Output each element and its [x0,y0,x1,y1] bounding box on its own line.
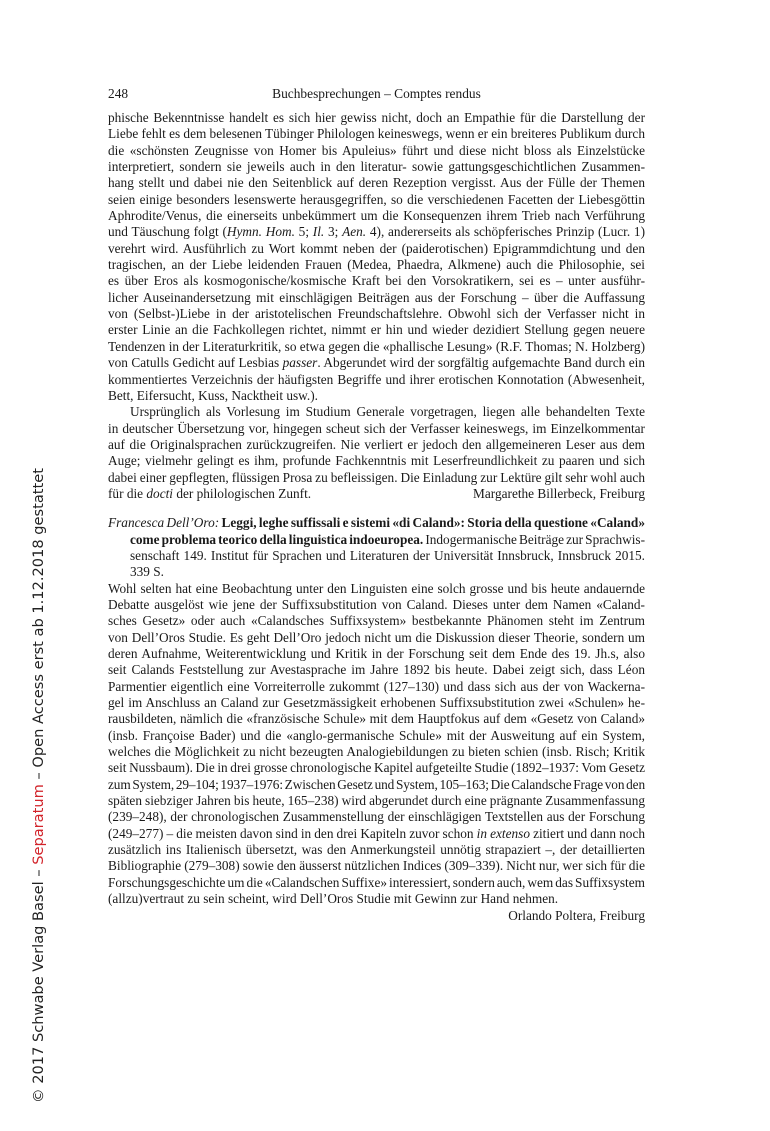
line-text [108,777,645,792]
text-line [108,744,645,760]
text-line [108,760,645,776]
review-billerbeck [108,110,645,502]
text-segment: Wohl selten hat eine Beobachtung unter den Linguisten eine solch grosse und bis heute andauernde [108,580,645,596]
text-line [108,630,645,646]
italic-text: Francesca Dell’Oro: [108,515,220,531]
text-segment: phische Bekenntnisse handelt es sich hier gewiss nicht, doch an Empathie für die Darstellung der [108,110,645,125]
line-text [108,826,645,841]
text-segment: rausbildeten, nämlich die «französische Schule» mit dem Hauptfokus auf dem «Gesetz von Caland» [108,711,645,727]
text-line [108,339,645,355]
text-segment: hang stellt und dabei nie den Seitenblick auf deren Rezeption vergisst. Aus der Fülle der Themen [108,175,645,191]
text-line [108,159,645,175]
text-line [108,437,645,453]
line-text [108,192,645,207]
text-segment: tragischen, an der Liebe leidenden Frauen (Medea, Phaedra, Alkmene) auch die Philosophie, sei [108,257,645,273]
text-segment: 5; [294,224,313,240]
text-segment: von (Selbst-)Liebe in der aristotelischen Freundschaftslehre. Obwohl sich der Verfasser nicht in [108,306,645,322]
line-text [108,515,645,530]
text-column [108,110,645,924]
line-text [108,875,645,890]
text-segment: von Catulls Gedicht auf Lesbias [108,355,283,371]
line-text [108,470,645,485]
text-line [108,486,645,502]
line-text [108,290,645,305]
text-segment: und Täuschung folgt ( [108,224,227,240]
text-segment: erster Linie an die Fachkollegen richtet, nimmt er hin und wieder dezidiert Stellung gegen neuere [108,322,645,338]
bibliographic-citation [108,515,645,580]
line-text [108,110,645,125]
text-line [108,646,645,662]
italic-text: passer [282,355,318,371]
text-segment: Bett, Eifersucht, Kuss, Nacktheit usw.). [108,387,318,403]
text-segment: die «schönsten Zeugnisse von Homer bis Apuleius» führt und diese nicht bloss als Einzelstücke [108,142,645,158]
copyright-notice [30,468,47,1103]
text-line [108,273,645,289]
copyright-suffix: – Open Access erst ab 1.12.2018 gestattet [30,468,47,785]
line-text [108,662,645,677]
text-segment: dabei einer gepflegten, flüssigen Prosa zu befleissigen. Die Einladung zur Lektüre gilt sehr wohl auch [108,469,645,485]
text-segment: Tendenzen in der Literaturkritik, so etwa gegen die «phallische Lesung» (R.F. Thomas; N. Holzberg) [108,338,645,354]
line-text [108,241,645,256]
line-text [108,842,645,857]
text-segment: verehrt wird. Ausführlich zu Wort kommt neben der (paiderotischen) Epigrammdichtung und den [108,240,645,256]
line-text [108,372,645,387]
line-text [108,891,558,906]
text-segment: seit Nussbaum). Die in drei grosse chronologische Kapitel aufgeteilte Studie (1892–1937: Vom Gesetz [108,760,645,776]
line-text [108,793,645,808]
text-segment: späten siebziger Jahren bis heute, 165–238) wird abgerundet durch eine prägnante Zusammenfassung [108,793,645,809]
line-text [108,695,645,710]
text-line [108,241,645,257]
text-segment: der philologischen Zunft. [173,485,312,501]
line-text [108,257,645,272]
text-line [108,470,645,486]
text-segment: Indogermanische Beiträge zur Sprachwis- [423,531,645,547]
text-line [108,224,645,240]
text-segment: zusätzlich ins Italienisch übersetzt, was den Anmerkungsteil unnötig strapaziert –, der detaillierten [108,842,645,858]
text-line [108,453,645,469]
text-segment: Aphrodite/Venus, die einerseits unbekümmert um die Konsequenzen ihrem Trieb nach Verführung [108,208,645,224]
line-text [108,744,645,759]
text-segment: zum System, 29–104; 1937–1976: Zwischen Gesetz und System, 105–163; Die Calandsche Frage von den [108,776,645,792]
text-line [108,728,645,744]
text-line [108,372,645,388]
text-line [108,695,645,711]
line-text [108,486,311,501]
text-line [108,208,645,224]
line-text [108,630,645,645]
text-line [108,532,645,548]
line-text [108,679,645,694]
line-text [130,404,645,419]
line-text [108,613,645,628]
text-line [108,613,645,629]
text-line [108,306,645,322]
text-line [108,809,645,825]
text-segment: Liebe fehlt es dem belesenen Tübinger Philologen keineswegs, wenn er ein breiteres Publikum durch [108,126,645,142]
page-number: 248 [108,86,129,101]
text-segment: sches Gesetz» oder auch «Calandsches Suffixsystem» bestbekannte Phänomen steht im Zentrum [108,613,645,629]
text-segment: Ursprünglich als Vorlesung im Studium Generale vorgetragen, liegen alle behandelten Texte [130,404,645,420]
text-line [108,564,645,580]
text-segment: gel im Anschluss an Caland zur Gesetzmässigkeit erhobenen Suffixsubstitution zwei «Schulen» he- [108,695,645,711]
text-segment: (allzu)vertraut zu sein scheint, wird Dell’Oros Studie mit Gewinn zur Hand nehmen. [108,891,559,907]
line-text [108,208,645,223]
bold-title-text: come problema teorico della linguistica indoeuropea. [130,531,424,547]
reviewer-signature: Margarethe Billerbeck, Freiburg [473,485,645,501]
line-text [108,273,645,288]
text-line [108,793,645,809]
line-text [108,339,645,354]
text-segment: Bibliographie (279–308) sowie den äusserst nützlichen Indices (309–339). Nicht nur, wer sich für die [108,858,645,874]
text-line [108,388,645,404]
text-segment: . Abgerundet wird der sorgfältig aufgemachte Band durch ein [317,355,645,371]
line-text [108,581,645,596]
text-line [108,548,645,564]
text-segment: es über Eros als kosmogonische/kosmische Kraft bei den Vorsokratikern, sei es – unter ausführ- [108,273,645,289]
review-poltera [108,581,645,908]
line-text [108,306,645,321]
text-line [108,711,645,727]
text-segment: deren Aufnahme, Weiterentwicklung und Kritik in der Forschung seit dem Ende des 19. Jh.s, also [108,646,645,661]
text-segment: (insb. Françoise Bader) und die «anglo-germanische Schule» mit der Ausweitung auf ein System, [108,727,645,743]
text-line [108,257,645,273]
text-segment: Parmentier eigentlich eine Vorreiterrolle zukommt (127–130) und dass sich aus der von Wackerna- [108,678,645,694]
separatum-label: Separatum [30,784,47,865]
text-line [108,777,645,793]
italic-text: docti [146,485,173,501]
italic-text: Il. [312,224,325,240]
text-segment: licher Auseinandersetzung mit einschlägigen Beiträgen aus der Forschung – über die Auffassung [108,289,645,305]
text-segment: für die [108,485,147,501]
text-line [108,581,645,597]
text-segment: interpretiert, sondern sie jeweils auch in den literatur- sowie gattungsgeschichtlichen Zusammen- [108,159,645,175]
line-text [108,646,645,661]
text-segment: von Dell’Oros Studie. Es geht Dell’Oro jedoch nicht um die Diskussion dieser Theorie, sondern um [108,629,645,645]
bold-title-text: Leggi, leghe suffissali e sistemi «di Caland»: Storia della questione «Caland» [221,515,645,531]
text-segment: 3; [324,224,343,240]
line-text [130,548,645,563]
italic-text: Hymn. Hom. [226,224,295,240]
text-segment: Auge; vielmehr gelingt es ihm, profunde Fachkenntnis mit Leserfreundlichkeit zu paaren und sich [108,453,645,469]
running-title: Buchbesprechungen – Comptes rendus [272,86,481,101]
line-text [108,760,645,775]
italic-text: Aen. [342,224,367,240]
line-text [108,728,645,743]
copyright-prefix: © 2017 Schwabe Verlag Basel – [30,864,47,1103]
text-segment: welches die Möglichkeit zu nicht bezeugten Analogiebildungen zu bieten schien (insb. Risch; Kritik [108,744,645,760]
line-text [108,858,645,873]
line-text [108,175,645,190]
line-text [130,532,645,547]
text-line [108,515,645,531]
text-segment: senschaft 149. Institut für Sprachen und Literaturen der Universität Innsbruck, Innsbruck 2015. [130,547,645,563]
line-text [130,564,164,579]
line-text [108,453,645,468]
text-line [108,858,645,874]
text-line [108,875,645,891]
text-line [108,662,645,678]
text-segment: seien einige besonders lesenswerte herausgegriffen, so die verschiedenen Facetten der Liebesgöttin [108,191,645,207]
text-segment: auf die Originalsprachen zurückzugreifen. Nie verliert er jedoch den allgemeineren Leser aus dem [108,436,645,452]
page-header [108,86,645,104]
text-segment: 339 S. [130,564,164,580]
italic-text: in extenso [476,825,530,841]
line-text [108,421,645,436]
line-text [108,159,645,174]
text-line [108,421,645,437]
line-text [108,126,645,141]
text-segment: Debatte ausgelöst wie jene der Suffixsubstitution von Caland. Dieses unter dem Namen «Caland- [108,596,645,612]
text-line [108,597,645,613]
text-line [108,192,645,208]
line-text [108,143,645,158]
text-segment: seit Calands Feststellung zur Avestasprache im Jahre 1892 bis heute. Dabei zeigt sich, dass Léon [108,662,645,678]
text-line [108,143,645,159]
text-line [108,826,645,842]
text-segment: 4), andererseits als schöpferisches Prinzip (Lucr. 1) [366,224,645,240]
line-text [108,597,645,612]
line-text [108,388,318,403]
line-text [108,437,645,452]
line-text [108,809,645,824]
line-text [108,355,645,370]
text-line [108,322,645,338]
text-line [108,355,645,371]
text-line [108,110,645,126]
line-text [108,322,645,337]
text-segment: Forschungsgeschichte um die «Calandschen Suffixe» interessiert, sondern auch, wem das Suffixsystem [108,874,645,890]
text-line [108,891,645,907]
text-line [108,175,645,191]
text-line [108,404,645,420]
reviewer-signature: Orlando Poltera, Freiburg [508,907,645,923]
text-segment: in deutscher Übersetzung vor, hingegen scheut sich der Verfasser keineswegs, im Einzelkommentar [108,420,645,436]
text-line [108,290,645,306]
text-line [108,842,645,858]
text-segment: kommentiertes Verzeichnis der häufigsten Begriffe und ihrer erotischen Konnotation (Abwesenheit, [108,371,645,387]
line-text [108,711,645,726]
line-text [108,224,645,239]
text-line [108,679,645,695]
text-line [108,126,645,142]
text-segment: (249–277) – die meisten davon sind in den drei Kapiteln zuvor schon [108,825,477,841]
text-segment: zitiert und dann noch [529,825,645,841]
text-segment: (239–248), der chronologischen Zusammenstellung der einschlägigen Textstellen aus der Forschung [108,809,645,825]
